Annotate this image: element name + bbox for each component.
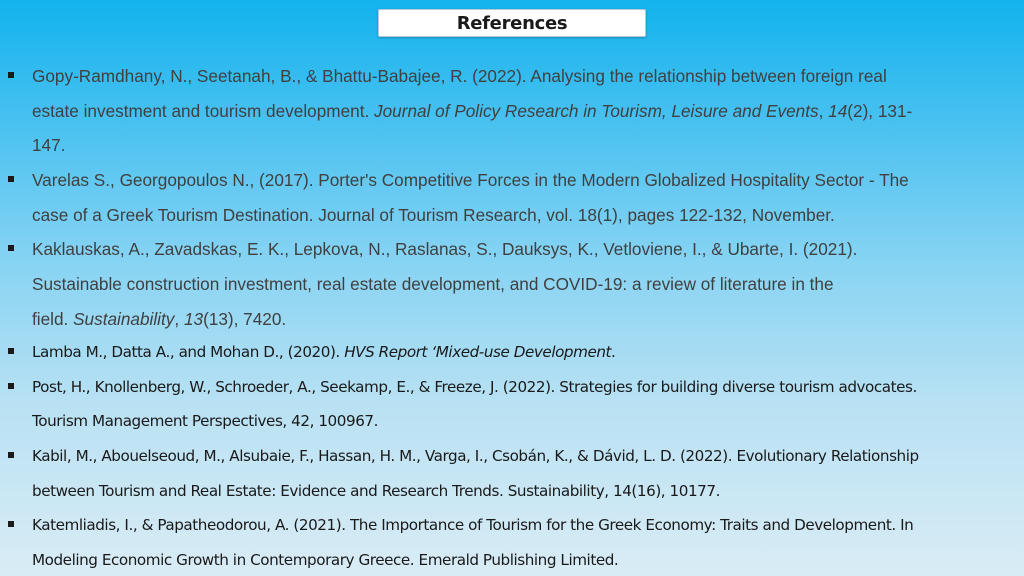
bullet-icon xyxy=(8,245,14,251)
reference-text: (2), 131- xyxy=(847,101,913,121)
bullet-icon xyxy=(8,521,14,527)
reference-text: . xyxy=(611,343,616,361)
bullet-icon xyxy=(8,72,14,78)
reference-line xyxy=(32,309,286,330)
reference-text: case of a Greek Tourism Destination. Journal of Tourism Research, vol. 18(1), pages 122-132, November. xyxy=(32,205,835,225)
report-title: HVS Report ‘Mixed-use Development xyxy=(344,343,612,361)
reference-line xyxy=(32,66,887,87)
reference-line xyxy=(32,239,857,260)
bullet-icon xyxy=(8,383,14,389)
reference-line xyxy=(32,135,65,156)
reference-text: Varelas S., Georgopoulos N., (2017). Porter's Competitive Forces in the Modern Globalized Hospitality Sector - The xyxy=(32,170,909,190)
reference-text: between Tourism and Real Estate: Evidence and Research Trends. Sustainability, 14(16), 10177. xyxy=(32,482,720,500)
bullet-icon xyxy=(8,176,14,182)
reference-line xyxy=(32,447,919,465)
reference-text: Katemliadis, I., & Papatheodorou, A. (2021). The Importance of Tourism for the Greek Economy: Traits and Development. In xyxy=(32,516,914,534)
reference-text: , xyxy=(174,309,184,329)
reference-line xyxy=(32,274,834,295)
bullet-icon xyxy=(8,348,14,354)
reference-text: Post, H., Knollenberg, W., Schroeder, A., Seekamp, E., & Freeze, J. (2022). Strategies for building diverse tourism advocates. xyxy=(32,378,917,396)
journal-title: Journal of Policy Research in Tourism, Leisure and Events xyxy=(374,101,819,121)
reference-text: Kaklauskas, A., Zavadskas, E. K., Lepkova, N., Raslanas, S., Dauksys, K., Vetloviene, I., & Ubarte, I. (2021). xyxy=(32,239,858,259)
reference-text: , xyxy=(818,101,829,121)
reference-text: Gopy-Ramdhany, N., Seetanah, B., & Bhattu-Babajee, R. (2022). Analysing the relationship between foreign real xyxy=(32,66,887,86)
reference-text: 147. xyxy=(32,135,66,155)
reference-line xyxy=(32,482,720,500)
reference-text: (13), 7420. xyxy=(203,309,287,329)
reference-line xyxy=(32,205,835,226)
reference-line xyxy=(32,551,618,569)
reference-line xyxy=(32,343,615,361)
page-title: References xyxy=(456,12,568,34)
reference-line xyxy=(32,516,913,534)
volume-number: 13 xyxy=(183,309,204,329)
reference-line xyxy=(32,170,909,191)
reference-line xyxy=(32,378,917,396)
reference-text: Modeling Economic Growth in Contemporary Greece. Emerald Publishing Limited. xyxy=(32,551,619,569)
reference-text: Sustainable construction investment, real estate development, and COVID-19: a review of literature in the xyxy=(32,274,834,294)
reference-text: Lamba M., Datta A., and Mohan D., (2020). xyxy=(32,343,345,361)
volume-number: 14 xyxy=(828,101,848,121)
reference-line xyxy=(32,101,912,122)
reference-line xyxy=(32,412,378,430)
bullet-icon xyxy=(8,452,14,458)
reference-text: Tourism Management Perspectives, 42, 100967. xyxy=(32,412,378,430)
journal-title: Sustainability xyxy=(73,309,175,329)
reference-text: estate investment and tourism development. xyxy=(32,101,375,121)
reference-text: Kabil, M., Abouelseoud, M., Alsubaie, F., Hassan, H. M., Varga, I., Csobán, K., & Dávid, L. D. (2022). Evolutionary Relationship xyxy=(32,447,919,465)
reference-text: field. xyxy=(32,309,74,329)
